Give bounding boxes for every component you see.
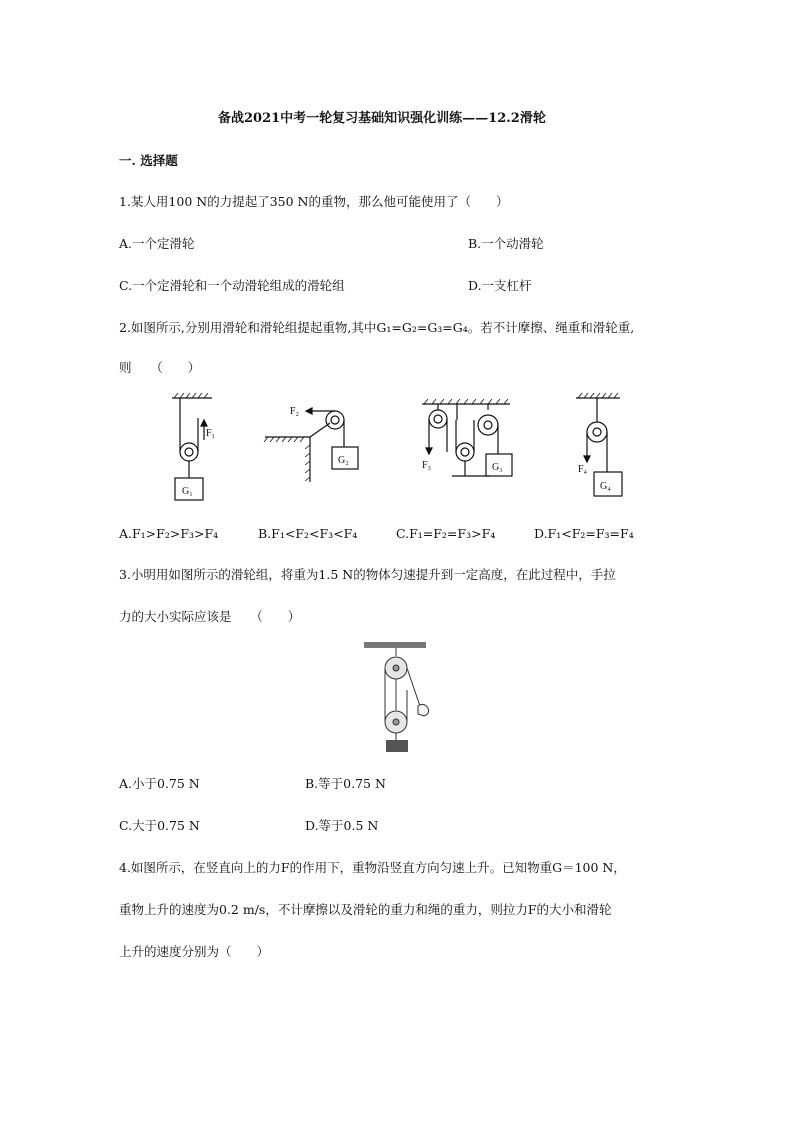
question-4-line-3: 上升的速度分别为（ ） bbox=[119, 944, 270, 959]
question-3-stem: 3.小明用如图所示的滑轮组，将重为1.5 N的物体匀速提升到一定高度，在此过程中，手拉 bbox=[119, 567, 616, 582]
q1-option-b: B.一个动滑轮 bbox=[468, 236, 544, 251]
label-f1: F₁ bbox=[206, 428, 216, 439]
question-4-line-1: 4.如图所示，在竖直向上的力F的作用下，重物沿竖直方向匀速上升。已知物重G＝100 N， bbox=[119, 860, 626, 875]
page-title: 备战2021中考一轮复习基础知识强化训练——12.2滑轮 bbox=[218, 111, 546, 126]
q2-option-d: D.F₁<F₂=F₃=F₄ bbox=[534, 526, 634, 541]
q1-option-d: D.一支杠杆 bbox=[468, 278, 532, 293]
label-g3: G₃ bbox=[492, 462, 503, 473]
q2-option-c: C.F₁=F₂=F₃>F₄ bbox=[396, 526, 496, 541]
label-f2: F₂ bbox=[290, 406, 300, 417]
label-f3: F₃ bbox=[422, 460, 432, 471]
q3-option-c: C.大于0.75 N bbox=[119, 818, 200, 833]
label-g1: G₁ bbox=[182, 486, 193, 497]
pulley-figures-q2 bbox=[160, 390, 640, 508]
question-4-line-2: 重物上升的速度为0.2 m/s，不计摩擦以及滑轮的重力和绳的重力，则拉力F的大小和滑轮 bbox=[119, 902, 612, 917]
question-2-stem: 2.如图所示,分别用滑轮和滑轮组提起重物,其中G₁=G₂=G₃=G₄。若不计摩擦、绳重和滑轮重, bbox=[119, 320, 635, 335]
question-3-stem-cont: 力的大小实际应该是 （ ） bbox=[119, 609, 301, 624]
section-heading: 一. 选择题 bbox=[119, 153, 178, 168]
q3-option-b: B.等于0.75 N bbox=[305, 776, 386, 791]
label-g2: G₂ bbox=[338, 455, 349, 466]
q2-option-a: A.F₁>F₂>F₃>F₄ bbox=[119, 526, 219, 541]
pulley-photo-q3 bbox=[360, 640, 436, 755]
q1-option-c: C.一个定滑轮和一个动滑轮组成的滑轮组 bbox=[119, 278, 345, 293]
q3-option-a: A.小于0.75 N bbox=[119, 776, 200, 791]
label-g4: G₄ bbox=[600, 481, 611, 492]
question-1-stem: 1.某人用100 N的力提起了350 N的重物，那么他可能使用了（ ） bbox=[119, 194, 509, 209]
label-f4: F₄ bbox=[578, 464, 588, 475]
q1-option-a: A.一个定滑轮 bbox=[119, 236, 195, 251]
q3-option-d: D.等于0.5 N bbox=[305, 818, 379, 833]
question-2-stem-cont: 则 （ ） bbox=[119, 360, 201, 375]
q2-option-b: B.F₁<F₂<F₃<F₄ bbox=[258, 526, 358, 541]
